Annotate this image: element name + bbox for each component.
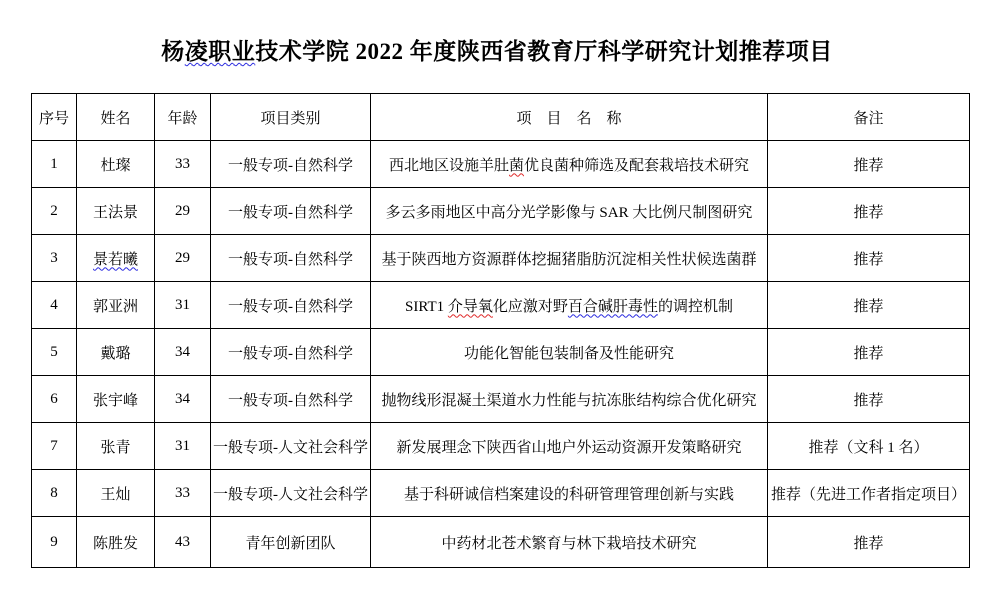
cell-remark: 推荐 bbox=[768, 188, 970, 235]
cell-project-name bbox=[371, 423, 768, 470]
text-segment: 抛物线形混凝土渠道水力性能与抗冻胀结构综合优化研究 bbox=[381, 392, 757, 409]
cell-category: 青年创新团队 bbox=[211, 517, 371, 568]
cell-name bbox=[77, 470, 155, 517]
column-header-project: 项 目 名 称 bbox=[371, 94, 768, 141]
spellcheck-blue-squiggle-text: 景若曦 bbox=[92, 251, 138, 268]
cell-category: 一般专项-自然科学 bbox=[211, 376, 371, 423]
cell-serial: 7 bbox=[32, 423, 77, 470]
cell-serial: 6 bbox=[32, 376, 77, 423]
text-segment: 基于科研诚信档案建设的科研管理管理创新与实践 bbox=[403, 486, 734, 503]
cell-serial: 9 bbox=[32, 517, 77, 568]
cell-serial: 4 bbox=[32, 282, 77, 329]
text-segment: 郭亚洲 bbox=[92, 298, 138, 315]
table-row bbox=[32, 517, 970, 568]
cell-remark: 推荐（文科 1 名） bbox=[768, 423, 970, 470]
page-title bbox=[0, 33, 994, 66]
text-segment: 功能化智能包装制备及性能研究 bbox=[463, 345, 674, 362]
text-segment: 多云多雨地区中高分光学影像与 SAR 大比例尺制图研究 bbox=[385, 204, 753, 221]
spellcheck-blue-squiggle-text: 凌职业 bbox=[184, 39, 256, 64]
cell-category: 一般专项-自然科学 bbox=[211, 235, 371, 282]
text-segment: 王灿 bbox=[100, 486, 131, 503]
cell-age: 33 bbox=[155, 470, 211, 517]
cell-project-name bbox=[371, 376, 768, 423]
table-row bbox=[32, 282, 970, 329]
cell-serial: 8 bbox=[32, 470, 77, 517]
column-header-age: 年龄 bbox=[155, 94, 211, 141]
text-segment: 杜璨 bbox=[100, 157, 131, 174]
table-row bbox=[32, 376, 970, 423]
cell-age: 34 bbox=[155, 376, 211, 423]
spellcheck-red-squiggle-text: 菌 bbox=[508, 157, 524, 174]
projects-table bbox=[31, 93, 970, 568]
column-header-serial: 序号 bbox=[32, 94, 77, 141]
table-row bbox=[32, 423, 970, 470]
cell-name bbox=[77, 235, 155, 282]
cell-category: 一般专项-自然科学 bbox=[211, 188, 371, 235]
cell-category: 一般专项-自然科学 bbox=[211, 141, 371, 188]
text-segment: 技术学院 2022 年度陕西省教育厅科学研究计划推荐项目 bbox=[255, 39, 833, 64]
text-segment: 陈胜发 bbox=[92, 535, 138, 552]
cell-project-name bbox=[371, 282, 768, 329]
column-header-name: 姓名 bbox=[77, 94, 155, 141]
table-row bbox=[32, 470, 970, 517]
cell-age: 29 bbox=[155, 188, 211, 235]
cell-category: 一般专项-自然科学 bbox=[211, 329, 371, 376]
cell-age: 31 bbox=[155, 282, 211, 329]
cell-name bbox=[77, 376, 155, 423]
cell-age: 43 bbox=[155, 517, 211, 568]
cell-project-name bbox=[371, 235, 768, 282]
text-segment: 新发展理念下陕西省山地户外运动资源开发策略研究 bbox=[396, 439, 742, 456]
cell-age: 33 bbox=[155, 141, 211, 188]
cell-remark: 推荐 bbox=[768, 235, 970, 282]
cell-remark: 推荐 bbox=[768, 376, 970, 423]
spellcheck-red-squiggle-text: 介导氧 bbox=[447, 298, 493, 315]
cell-remark: 推荐 bbox=[768, 329, 970, 376]
table-row bbox=[32, 329, 970, 376]
cell-name bbox=[77, 282, 155, 329]
cell-remark: 推荐 bbox=[768, 517, 970, 568]
cell-category: 一般专项-人文社会科学 bbox=[211, 423, 371, 470]
cell-remark: 推荐（先进工作者指定项目） bbox=[768, 470, 970, 517]
cell-name bbox=[77, 423, 155, 470]
cell-age: 31 bbox=[155, 423, 211, 470]
table-row bbox=[32, 235, 970, 282]
text-segment: 中药材北苍术繁育与林下栽培技术研究 bbox=[441, 535, 697, 552]
text-segment: 张宇峰 bbox=[92, 392, 138, 409]
cell-name bbox=[77, 517, 155, 568]
cell-serial: 2 bbox=[32, 188, 77, 235]
text-segment: 基于陕西地方资源群体挖掘猪脂肪沉淀相关性状候选菌群 bbox=[381, 251, 757, 268]
text-segment: 优良菌种筛选及配套栽培技术研究 bbox=[524, 157, 750, 174]
cell-age: 34 bbox=[155, 329, 211, 376]
cell-project-name bbox=[371, 517, 768, 568]
text-segment: 张青 bbox=[100, 439, 131, 456]
cell-name bbox=[77, 188, 155, 235]
text-segment: 王法景 bbox=[92, 204, 138, 221]
cell-remark: 推荐 bbox=[768, 282, 970, 329]
spellcheck-blue-squiggle-text: 百合碱肝毒性 bbox=[567, 298, 658, 315]
cell-category: 一般专项-人文社会科学 bbox=[211, 470, 371, 517]
table-header-row bbox=[32, 94, 970, 141]
cell-name bbox=[77, 329, 155, 376]
cell-project-name bbox=[371, 141, 768, 188]
cell-serial: 1 bbox=[32, 141, 77, 188]
text-segment: 杨 bbox=[161, 39, 185, 64]
column-header-remark: 备注 bbox=[768, 94, 970, 141]
cell-name bbox=[77, 141, 155, 188]
cell-project-name bbox=[371, 188, 768, 235]
cell-age: 29 bbox=[155, 235, 211, 282]
text-segment: 戴璐 bbox=[100, 345, 131, 362]
cell-serial: 3 bbox=[32, 235, 77, 282]
cell-category: 一般专项-自然科学 bbox=[211, 282, 371, 329]
cell-project-name bbox=[371, 470, 768, 517]
text-segment: 化应激对野 bbox=[492, 298, 568, 315]
cell-project-name bbox=[371, 329, 768, 376]
table-row bbox=[32, 141, 970, 188]
table-row bbox=[32, 188, 970, 235]
cell-serial: 5 bbox=[32, 329, 77, 376]
column-header-category: 项目类别 bbox=[211, 94, 371, 141]
text-segment: 的调控机制 bbox=[657, 298, 733, 315]
cell-remark: 推荐 bbox=[768, 141, 970, 188]
text-segment: SIRT1 bbox=[405, 298, 448, 315]
text-segment: 西北地区设施羊肚 bbox=[388, 157, 509, 174]
